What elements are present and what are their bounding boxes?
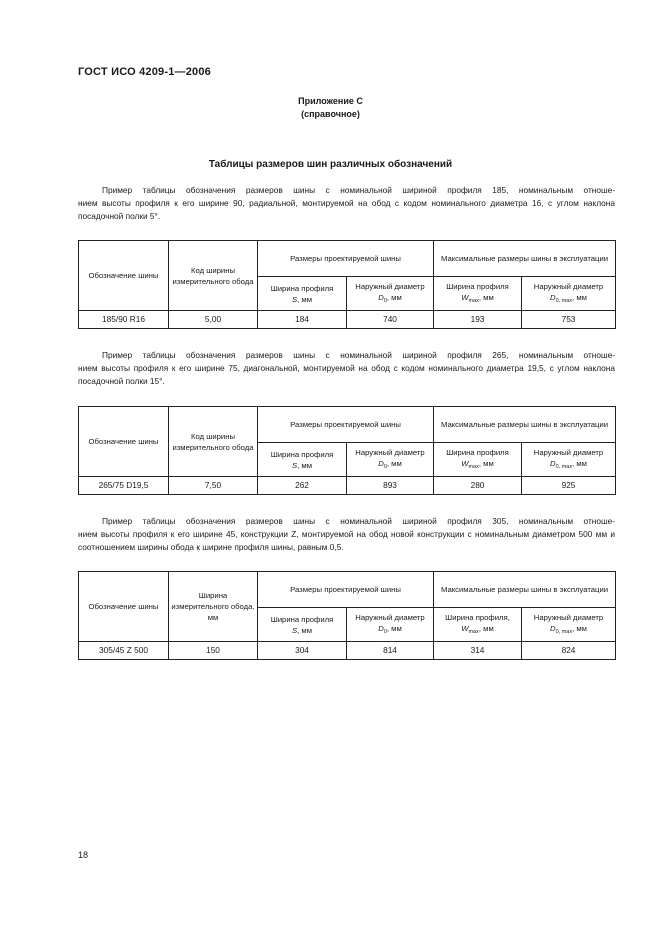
- appendix-title: Приложение С: [298, 96, 363, 106]
- header-design-dims: Размеры проектируемой шины: [258, 241, 434, 277]
- paragraph-first-line: Пример таблицы обозначения размеров шины с номинальной шириной профиля 185, номинальным отноше-: [102, 185, 615, 195]
- paragraph-rest: нием высоты профиля к его ширине 45, конструкции Z, монтируемой на обод новой конструкции с номинальным диаметром 500 мм и соотношением ширины обода к ширине профиля шины, равным 0,5.: [78, 529, 615, 552]
- header-width: Ширина профиля S, мм: [258, 277, 347, 311]
- header-rim: Код ширины измерительного обода: [169, 241, 258, 311]
- header-design-dims: Размеры проектируемой шины: [258, 407, 434, 443]
- tire-size-table-1: [78, 240, 616, 329]
- cell-diameter: 893: [347, 477, 434, 495]
- header-rim: Ширина измерительного обода, мм: [169, 572, 258, 642]
- header-designation: Обозначение шины: [79, 572, 169, 642]
- cell-designation: 265/75 D19,5: [79, 477, 169, 495]
- page-number: 18: [78, 850, 89, 860]
- header-width: Ширина профиля S, мм: [258, 443, 347, 477]
- cell-rim: 7,50: [169, 477, 258, 495]
- header-width: Ширина профиля S, мм: [258, 608, 347, 642]
- header-max-dims: Максимальные размеры шины в эксплуатации: [434, 407, 616, 443]
- header-rim: Код ширины измерительного обода: [169, 407, 258, 477]
- cell-width: 262: [258, 477, 347, 495]
- paragraph-rest: нием высоты профиля к его ширине 90, радиальной, монтируемой на обод с кодом номинального диаметра 16, с углом наклона посадочной полки 5°.: [78, 198, 615, 221]
- cell-diameter-max: 753: [522, 311, 616, 329]
- cell-diameter: 740: [347, 311, 434, 329]
- cell-designation: 305/45 Z 500: [79, 642, 169, 660]
- header-width-max: Ширина профиля, $W_{max}$, мм: [434, 608, 522, 642]
- cell-diameter-max: 824: [522, 642, 616, 660]
- standard-header: ГОСТ ИСО 4209-1—2006: [78, 66, 212, 78]
- cell-rim: 150: [169, 642, 258, 660]
- cell-diameter: 814: [347, 642, 434, 660]
- header-design-dims: Размеры проектируемой шины: [258, 572, 434, 608]
- cell-rim: 5,00: [169, 311, 258, 329]
- cell-width: 184: [258, 311, 347, 329]
- header-diameter-max: Наружный диаметр $D_{0, max}$, мм: [522, 443, 616, 477]
- example-paragraph-2: [78, 349, 615, 388]
- header-designation: Обозначение шины: [79, 241, 169, 311]
- header-width-max: Ширина профиля $W_{max}$, мм: [434, 277, 522, 311]
- paragraph-first-line: Пример таблицы обозначения размеров шины с номинальной шириной профиля 265, номинальным отноше-: [102, 350, 615, 360]
- header-width-max: Ширина профиля $W_{max}$, мм: [434, 443, 522, 477]
- header-max-dims: Максимальные размеры шины в эксплуатации: [434, 572, 616, 608]
- tire-size-table-2: [78, 406, 616, 495]
- header-diameter: Наружный диаметр $D_0$, мм: [347, 443, 434, 477]
- cell-width: 304: [258, 642, 347, 660]
- header-diameter-max: Наружный диаметр $D_{0, max}$, мм: [522, 608, 616, 642]
- header-designation: Обозначение шины: [79, 407, 169, 477]
- table-row: [79, 477, 616, 495]
- header-max-dims: Максимальные размеры шины в эксплуатации: [434, 241, 616, 277]
- section-title: Таблицы размеров шин различных обозначений: [208, 159, 453, 170]
- header-diameter: Наружный диаметр $D_0$, мм: [347, 608, 434, 642]
- table-row: [79, 642, 616, 660]
- paragraph-first-line: Пример таблицы обозначения размеров шины с номинальной шириной профиля 305, номинальным отноше-: [102, 516, 615, 526]
- cell-width-max: 314: [434, 642, 522, 660]
- cell-diameter-max: 925: [522, 477, 616, 495]
- tire-size-table-3: [78, 571, 616, 660]
- cell-designation: 185/90 R16: [79, 311, 169, 329]
- appendix-heading: [0, 95, 661, 121]
- example-paragraph-3: [78, 515, 615, 554]
- header-diameter: Наружный диаметр $D_0$, мм: [347, 277, 434, 311]
- paragraph-rest: нием высоты профиля к его ширине 75, диагональной, монтируемой на обод с кодом номинального диаметра 19,5, с углом наклона посадочной полки 15°.: [78, 363, 615, 386]
- header-diameter-max: Наружный диаметр $D_{0, max}$, мм: [522, 277, 616, 311]
- example-paragraph-1: [78, 184, 615, 223]
- appendix-note: (справочное): [301, 109, 360, 119]
- cell-width-max: 193: [434, 311, 522, 329]
- table-row: [79, 311, 616, 329]
- cell-width-max: 280: [434, 477, 522, 495]
